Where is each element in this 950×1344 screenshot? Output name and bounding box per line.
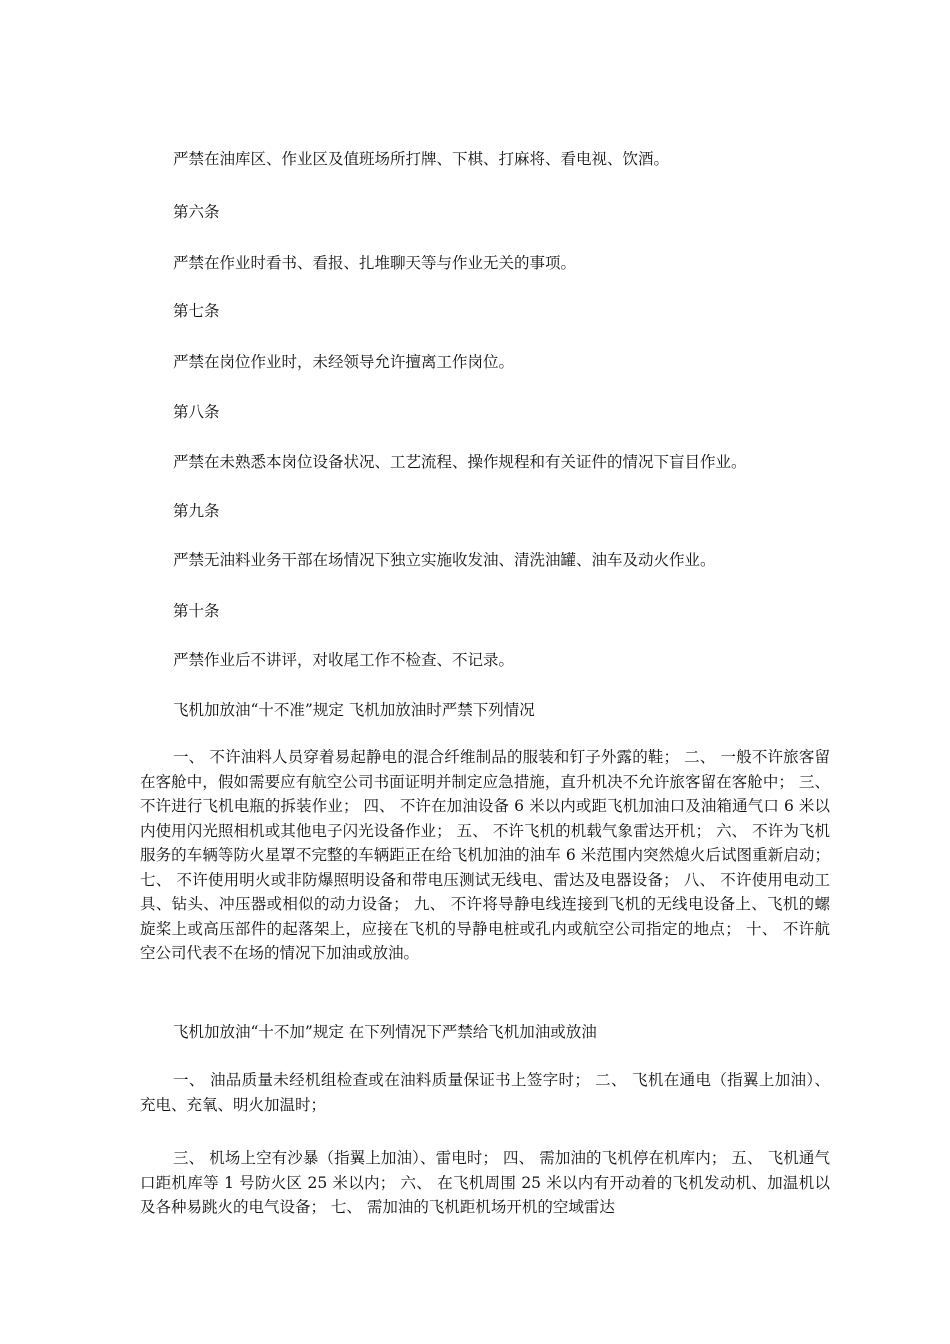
article-8-heading: 第八条	[173, 403, 220, 421]
no-refuel-paragraph-2: 三、 机场上空有沙暴（指翼上加油）、雷电时； 四、 需加油的飞机停在机库内； 五、 飞机通气口距机库等 1 号防火区 25 米以内； 六、 在飞机周围 25 米以内有开动着的飞机发动机、加温机以及各种易跳火的电气设备； 七、 需加油的飞机距机场开机的空域雷达	[140, 1149, 830, 1216]
article-9-heading: 第九条	[173, 502, 220, 520]
rule-text-5: 严禁在油库区、作业区及值班场所打牌、下棋、打麻将、看电视、饮酒。	[173, 150, 670, 168]
no-refuel-paragraph-1: 一、 油品质量未经机组检查或在油料质量保证书上签字时； 二、 飞机在通电（指翼上加油）、充电、充氧、明火加温时；	[140, 1071, 830, 1114]
ten-no-refuel-heading: 飞机加放油“十不加”规定 在下列情况下严禁给飞机加油或放油	[173, 1023, 597, 1041]
rule-text-10: 严禁作业后不讲评，对收尾工作不检查、不记录。	[173, 651, 515, 669]
rule-text-8: 严禁在未熟悉本岗位设备状况、工艺流程、操作规程和有关证件的情况下盲目作业。	[173, 453, 747, 471]
article-7-heading: 第七条	[173, 302, 220, 320]
rule-text-6: 严禁在作业时看书、看报、扎堆聊天等与作业无关的事项。	[173, 254, 577, 272]
ten-prohibitions-paragraph: 一、 不许油料人员穿着易起静电的混合纤维制品的服装和钉子外露的鞋； 二、 一般不许旅客留在客舱中，假如需要应有航空公司书面证明并制定应急措施，直升机决不允许旅客留在客舱中； 三、 不许进行飞机电瓶的拆装作业； 四、 不许在加油设备 6 米以内或距飞机加油口及油箱通气口 6 米以内使用闪光照相机或其他电子闪光设备作业； 五、 不许飞机的机载气象雷达开机； 六、 不许为飞机服务的车辆等防火星罩不完整的车辆距正在给飞机加油的油车 6 米范围内突然熄火后试图重新启动； 七、 不许使用明火或非防爆照明设备和带电压测试无线电、雷达及电器设备； 八、 不许使用电动工具、钻头、冲压器或相似的动力设备； 九、 不许将导静电线连接到飞机的无线电设备上、飞机的螺旋桨上或高压部件的起落架上，应接在飞机的导静电桩或孔内或航空公司指定的地点； 十、 不许航空公司代表不在场的情况下加油或放油。	[140, 748, 830, 962]
ten-prohibitions-heading: 飞机加放油“十不准”规定 飞机加放油时严禁下列情况	[173, 701, 535, 719]
rule-text-9: 严禁无油料业务干部在场情况下独立实施收发油、清洗油罐、油车及动火作业。	[173, 551, 716, 569]
article-6-heading: 第六条	[173, 203, 220, 221]
article-10-heading: 第十条	[173, 602, 220, 620]
rule-text-7: 严禁在岗位作业时，未经领导允许擅离工作岗位。	[173, 353, 515, 371]
